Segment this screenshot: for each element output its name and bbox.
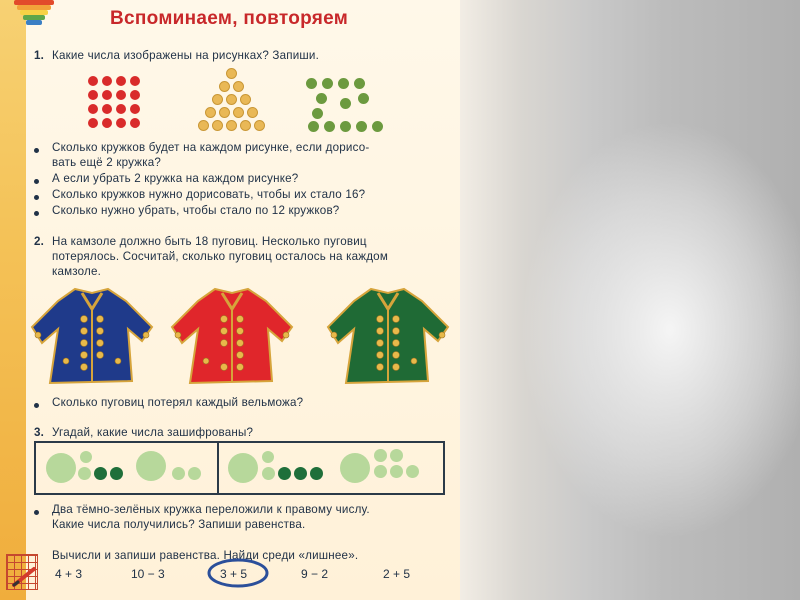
task3-calc-instruction: Вычисли и запиши равенства. Найди среди «лишнее».	[52, 549, 359, 562]
highlight-ellipse	[206, 557, 270, 589]
task3-line-1: Два тёмно-зелёных кружка переложили к правому числу.	[52, 503, 370, 516]
pencil-icon	[12, 565, 38, 587]
expression-1: 4 + 3	[55, 567, 83, 581]
pyramid-toy-icon	[4, 0, 64, 26]
bullet-dot	[34, 179, 39, 184]
task1-number: 1.	[34, 49, 45, 62]
task1-bullet-1-cont: вать ещё 2 кружка?	[52, 156, 162, 169]
red-jacket	[170, 285, 300, 390]
bullet-dot	[34, 403, 39, 408]
cipher-divider	[217, 443, 219, 493]
bullet-dot	[34, 195, 39, 200]
cipher-box	[34, 441, 445, 495]
red-dots-figure	[88, 76, 158, 132]
yellow-triangle-figure	[196, 68, 276, 134]
bullet-dot	[34, 211, 39, 216]
task1-bullet-1: Сколько кружков будет на каждом рисунке, если дорисо-	[52, 141, 370, 154]
page-title: Вспоминаем, повторяем	[110, 8, 349, 29]
bullet-dot	[34, 148, 39, 153]
expression-2: 10 − 3	[131, 567, 165, 581]
task2-line-3: камзоле.	[52, 265, 102, 278]
expression-4: 9 − 2	[301, 567, 329, 581]
expression-3-circled: 3 + 5	[220, 567, 248, 581]
green-dots-figure	[306, 78, 396, 134]
task2-line-2: потерялось. Сосчитай, сколько пуговиц осталось на каждом	[52, 250, 388, 263]
task3-line-2: Какие числа получились? Запиши равенства.	[52, 518, 306, 531]
task2-line-1: На камзоле должно быть 18 пуговиц. Несколько пуговиц	[52, 235, 367, 248]
task1-bullet-2: А если убрать 2 кружка на каждом рисунке?	[52, 172, 299, 185]
task3-number: 3.	[34, 426, 45, 439]
left-decor-band	[0, 0, 26, 600]
task1-question: Какие числа изображены на рисунках? Запиши.	[52, 49, 320, 62]
task2-question: Сколько пуговиц потерял каждый вельможа?	[52, 396, 304, 409]
task3-question: Угадай, какие числа зашифрованы?	[52, 426, 254, 439]
blue-jacket	[30, 285, 160, 390]
bullet-dot	[34, 510, 39, 515]
task1-bullet-4: Сколько нужно убрать, чтобы стало по 12 кружков?	[52, 204, 340, 217]
right-glow	[520, 120, 800, 540]
task2-number: 2.	[34, 235, 45, 248]
green-jacket	[326, 285, 456, 390]
expression-5: 2 + 5	[383, 567, 411, 581]
task1-bullet-3: Сколько кружков нужно дорисовать, чтобы их стало 16?	[52, 188, 366, 201]
